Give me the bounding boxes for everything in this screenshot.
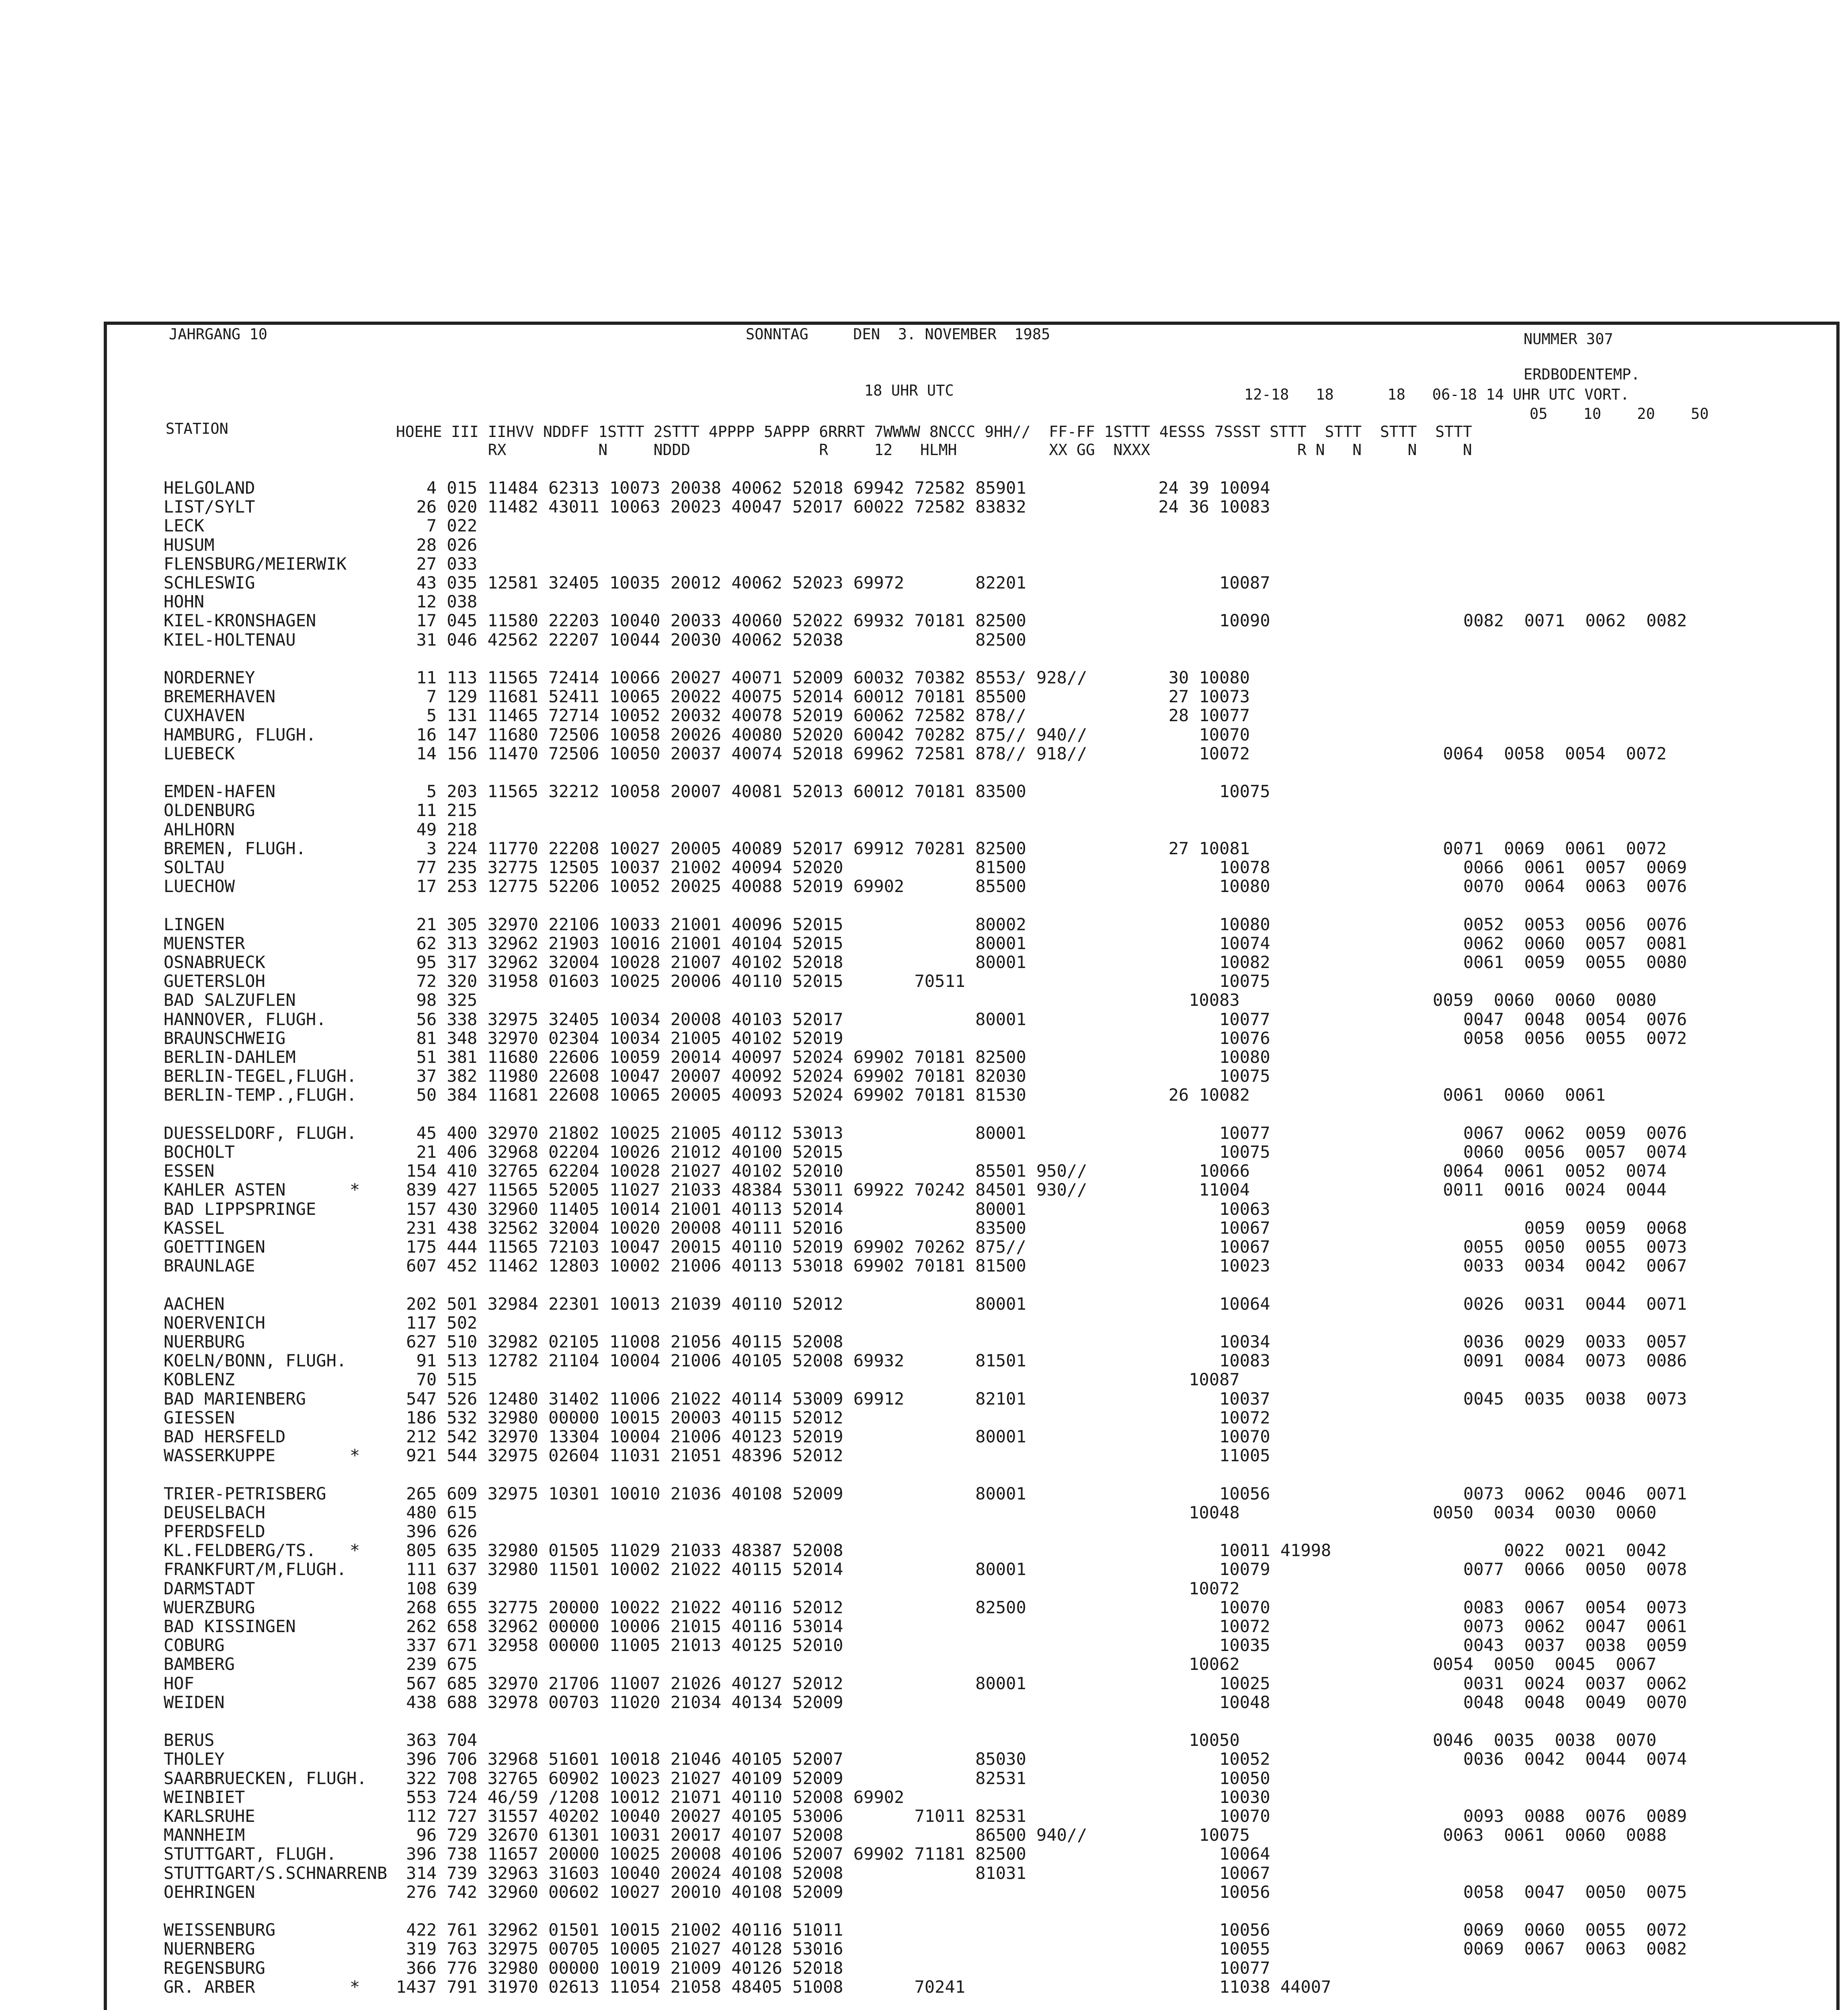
station-values: 21 305 32970 22106 10033 21001 40096 52015 80002 10080 0052 0053 0056 0076 xyxy=(396,915,1687,934)
soil-depths: 05 10 20 50 xyxy=(1530,405,1709,423)
column-codes: HOEHE III IIHVV NDDFF 1STTT 2STTT 4PPPP 5APPP 6RRRT 7WWWW 8NCCC 9HH// FF-FF 1STTT 4ESSS 7SSST STTT STTT STTT STTT xyxy=(396,423,1472,441)
station-values: 186 532 32980 00000 10015 20003 40115 52012 10072 xyxy=(396,1408,1270,1428)
station-name: BAD SALZUFLEN xyxy=(164,990,296,1010)
station-name: KOELN/BONN, FLUGH. xyxy=(164,1351,347,1370)
station-values: 1437 791 31970 02613 11054 21058 48405 51008 70241 11038 44007 xyxy=(396,1977,1331,1997)
station-values: 50 384 11681 22608 10065 20005 40093 52024 69902 70181 81530 26 10082 0061 0060 0061 xyxy=(396,1085,1606,1105)
station-values: 627 510 32982 02105 11008 21056 40115 52008 10034 0036 0029 0033 0057 xyxy=(396,1332,1687,1352)
station-name: KIEL-HOLTENAU xyxy=(164,630,296,650)
station-name: AACHEN xyxy=(164,1294,225,1314)
station-name: DARMSTADT xyxy=(164,1579,255,1598)
station-values: 43 035 12581 32405 10035 20012 40062 52023 69972 82201 10087 xyxy=(396,573,1270,593)
station-values: 5 203 11565 32212 10058 20007 40081 52013 60012 70181 83500 10075 xyxy=(396,781,1270,801)
station-values: 111 637 32980 11501 10002 21022 40115 52014 80001 10079 0077 0066 0050 0078 xyxy=(396,1559,1687,1579)
station-name: PFERDSFELD xyxy=(164,1522,265,1541)
station-values: 567 685 32970 21706 11007 21026 40127 52012 80001 10025 0031 0024 0037 0062 xyxy=(396,1674,1687,1693)
station-name: BREMERHAVEN xyxy=(164,687,276,706)
station-values: 805 635 32980 01505 11029 21033 48387 52008 10011 41998 0022 0021 0042 xyxy=(396,1540,1667,1560)
station-name: KAHLER ASTEN xyxy=(164,1180,286,1200)
station-values: 396 626 xyxy=(396,1522,478,1541)
mountain-marker: * xyxy=(350,1540,360,1560)
station-name: KARLSRUHE xyxy=(164,1806,255,1826)
station-name: BREMEN, FLUGH. xyxy=(164,839,306,858)
station-values: 5 131 11465 72714 10052 20032 40078 52019 60062 72582 878// 28 10077 xyxy=(396,706,1250,725)
station-values: 396 738 11657 20000 10025 20008 40106 52007 69902 71181 82500 10064 xyxy=(396,1844,1270,1864)
station-name: SOLTAU xyxy=(164,857,225,877)
station-name: BAD LIPPSPRINGE xyxy=(164,1199,316,1219)
station-name: DUESSELDORF, FLUGH. xyxy=(164,1123,357,1143)
station-values: 77 235 32775 12505 10037 21002 40094 52020 81500 10078 0066 0061 0057 0069 xyxy=(396,857,1687,877)
station-name: WUERZBURG xyxy=(164,1598,255,1617)
station-values: 117 502 xyxy=(396,1313,478,1333)
station-name: BAD HERSFELD xyxy=(164,1427,286,1446)
station-name: AHLHORN xyxy=(164,820,235,839)
station-values: 337 671 32958 00000 11005 21013 40125 52010 10035 0043 0037 0038 0059 xyxy=(396,1635,1687,1655)
station-values: 3 224 11770 22208 10027 20005 40089 52017 69912 70281 82500 27 10081 0071 0069 0061 0072 xyxy=(396,839,1667,858)
station-name: BRAUNSCHWEIG xyxy=(164,1028,286,1048)
station-values: 12 038 xyxy=(396,592,478,611)
station-name: BAD KISSINGEN xyxy=(164,1616,296,1636)
station-name: NUERNBERG xyxy=(164,1939,255,1959)
station-values: 314 739 32963 31603 10040 20024 40108 52008 81031 10067 xyxy=(396,1863,1270,1883)
station-name: COBURG xyxy=(164,1635,225,1655)
soil-temp-heading: ERDBODENTEMP. xyxy=(1524,366,1640,383)
station-values: 14 156 11470 72506 10050 20037 40074 52018 69962 72581 878// 918// 10072 0064 0058 0054 0072 xyxy=(396,744,1667,763)
station-values: 239 675 10062 0054 0050 0045 0067 xyxy=(396,1654,1657,1674)
station-name: NUERBURG xyxy=(164,1332,245,1352)
station-values: 319 763 32975 00705 10005 21027 40128 53016 10055 0069 0067 0063 0082 xyxy=(396,1939,1687,1959)
station-name: HANNOVER, FLUGH. xyxy=(164,1009,326,1029)
station-name: WEIDEN xyxy=(164,1692,225,1712)
station-values: 231 438 32562 32004 10020 20008 40111 52016 83500 10067 0059 0059 0068 xyxy=(396,1218,1687,1238)
station-name: LUECHOW xyxy=(164,876,235,896)
station-label: STATION xyxy=(166,420,228,437)
station-values: 51 381 11680 22606 10059 20014 40097 52024 69902 70181 82500 10080 xyxy=(396,1047,1270,1067)
station-name: WEISSENBURG xyxy=(164,1920,276,1940)
station-name: NORDERNEY xyxy=(164,668,255,687)
jahrgang: JAHRGANG 10 xyxy=(169,326,268,343)
station-name: LIST/SYLT xyxy=(164,497,255,517)
station-name: LECK xyxy=(164,516,205,535)
station-name: HELGOLAND xyxy=(164,478,255,498)
station-name: BAD MARIENBERG xyxy=(164,1389,306,1409)
station-values: 268 655 32775 20000 10022 21022 40116 52012 82500 10070 0083 0067 0054 0073 xyxy=(396,1598,1687,1617)
station-name: ESSEN xyxy=(164,1161,215,1181)
time-ranges: 12-18 18 18 06-18 14 UHR UTC VORT. xyxy=(1244,386,1629,403)
station-values: 11 215 xyxy=(396,800,478,820)
station-name: EMDEN-HAFEN xyxy=(164,781,276,801)
station-values: 154 410 32765 62204 10028 21027 40102 52010 85501 950// 10066 0064 0061 0052 0074 xyxy=(396,1161,1667,1181)
station-name: FRANKFURT/M,FLUGH. xyxy=(164,1559,347,1579)
station-values: 422 761 32962 01501 10015 21002 40116 51011 10056 0069 0060 0055 0072 xyxy=(396,1920,1687,1940)
station-name: GOETTINGEN xyxy=(164,1237,265,1257)
station-name: MANNHEIM xyxy=(164,1825,245,1845)
station-values: 7 129 11681 52411 10065 20022 40075 52014 60012 70181 85500 27 10073 xyxy=(396,687,1250,706)
station-name: WASSERKUPPE xyxy=(164,1446,276,1465)
station-values: 72 320 31958 01603 10025 20006 40110 52015 70511 10075 xyxy=(396,971,1270,991)
station-values: 21 406 32968 02204 10026 21012 40100 52015 10075 0060 0056 0057 0074 xyxy=(396,1142,1687,1162)
station-values: 70 515 10087 xyxy=(396,1370,1240,1389)
station-values: 31 046 42562 22207 10044 20030 40062 52038 82500 xyxy=(396,630,1026,650)
station-name: HOHN xyxy=(164,592,205,611)
station-name: BERUS xyxy=(164,1730,215,1750)
station-values: 56 338 32975 32405 10034 20008 40103 52017 80001 10077 0047 0048 0054 0076 xyxy=(396,1009,1687,1029)
station-name: GUETERSLOH xyxy=(164,971,265,991)
station-name: STUTTGART, FLUGH. xyxy=(164,1844,336,1864)
station-values: 839 427 11565 52005 11027 21033 48384 53011 69922 70242 84501 930// 11004 0011 0016 0024 0044 xyxy=(396,1180,1667,1200)
station-name: NOERVENICH xyxy=(164,1313,265,1333)
station-values: 16 147 11680 72506 10058 20026 40080 52020 60042 70282 875// 940// 10070 xyxy=(396,725,1250,745)
mountain-marker: * xyxy=(350,1977,360,1997)
station-name: KASSEL xyxy=(164,1218,225,1238)
station-values: 262 658 32962 00000 10006 21015 40116 53014 10072 0073 0062 0047 0061 xyxy=(396,1616,1687,1636)
mountain-marker: * xyxy=(350,1446,360,1465)
station-name: TRIER-PETRISBERG xyxy=(164,1484,326,1503)
station-values: 4 015 11484 62313 10073 20038 40062 52018 69942 72582 85901 24 39 10094 xyxy=(396,478,1270,498)
station-values: 438 688 32978 00703 11020 21034 40134 52009 10048 0048 0048 0049 0070 xyxy=(396,1692,1687,1712)
station-values: 276 742 32960 00602 10027 20010 40108 52009 10056 0058 0047 0050 0075 xyxy=(396,1882,1687,1902)
station-name: MUENSTER xyxy=(164,933,245,953)
station-values: 921 544 32975 02604 11031 21051 48396 52012 11005 xyxy=(396,1446,1270,1465)
station-values: 27 033 xyxy=(396,554,478,574)
station-name: GIESSEN xyxy=(164,1408,235,1428)
station-name: KL.FELDBERG/TS. xyxy=(164,1540,316,1560)
station-values: 607 452 11462 12803 10002 21006 40113 53018 69902 70181 81500 10023 0033 0034 0042 0067 xyxy=(396,1256,1687,1276)
station-values: 62 313 32962 21903 10016 21001 40104 52015 80001 10074 0062 0060 0057 0081 xyxy=(396,933,1687,953)
station-values: 81 348 32970 02304 10034 21005 40102 52019 10076 0058 0056 0055 0072 xyxy=(396,1028,1687,1048)
station-name: BOCHOLT xyxy=(164,1142,235,1162)
station-values: 96 729 32670 61301 10031 20017 40107 52008 86500 940// 10075 0063 0061 0060 0088 xyxy=(396,1825,1667,1845)
station-name: HAMBURG, FLUGH. xyxy=(164,725,316,745)
station-name: GR. ARBER xyxy=(164,1977,255,1997)
station-name: DEUSELBACH xyxy=(164,1503,265,1522)
time-18-utc: 18 UHR UTC xyxy=(864,382,954,399)
station-values: 17 253 12775 52206 10052 20025 40088 52019 69902 85500 10080 0070 0064 0063 0076 xyxy=(396,876,1687,896)
station-name: REGENSBURG xyxy=(164,1958,265,1978)
station-name: BERLIN-TEMP.,FLUGH. xyxy=(164,1085,357,1105)
station-values: 7 022 xyxy=(396,516,478,535)
station-name: BRAUNLAGE xyxy=(164,1256,255,1276)
station-values: 553 724 46/59 /1208 10012 21071 40110 52008 69902 10030 xyxy=(396,1787,1270,1807)
station-name: BERLIN-TEGEL,FLUGH. xyxy=(164,1066,357,1086)
station-values: 322 708 32765 60902 10023 21027 40109 52009 82531 10050 xyxy=(396,1768,1270,1788)
station-name: CUXHAVEN xyxy=(164,706,245,725)
station-values: 37 382 11980 22608 10047 20007 40092 52024 69902 70181 82030 10075 xyxy=(396,1066,1270,1086)
station-values: 212 542 32970 13304 10004 21006 40123 52019 80001 10070 xyxy=(396,1427,1270,1446)
station-name: KIEL-KRONSHAGEN xyxy=(164,611,316,630)
station-values: 45 400 32970 21802 10025 21005 40112 53013 80001 10077 0067 0062 0059 0076 xyxy=(396,1123,1687,1143)
station-values: 26 020 11482 43011 10063 20023 40047 52017 60022 72582 83832 24 36 10083 xyxy=(396,497,1270,517)
station-name: HOF xyxy=(164,1674,194,1693)
station-values: 98 325 10083 0059 0060 0060 0080 xyxy=(396,990,1657,1010)
column-subcodes: RX N NDDD R 12 HLMH XX GG NXXX R N N N N xyxy=(396,441,1472,459)
station-values: 265 609 32975 10301 10010 21036 40108 52009 80001 10056 0073 0062 0046 0071 xyxy=(396,1484,1687,1503)
station-values: 95 317 32962 32004 10028 21007 40102 52018 80001 10082 0061 0059 0055 0080 xyxy=(396,952,1687,972)
station-values: 547 526 12480 31402 11006 21022 40114 53009 69912 82101 10037 0045 0035 0038 0073 xyxy=(396,1389,1687,1409)
station-values: 28 026 xyxy=(396,535,478,555)
station-values: 157 430 32960 11405 10014 21001 40113 52014 80001 10063 xyxy=(396,1199,1270,1219)
date-line: SONNTAG DEN 3. NOVEMBER 1985 xyxy=(746,326,1050,343)
station-name: FLENSBURG/MEIERWIK xyxy=(164,554,347,574)
station-name: LINGEN xyxy=(164,915,225,934)
station-name: WEINBIET xyxy=(164,1787,245,1807)
station-values: 202 501 32984 22301 10013 21039 40110 52012 80001 10064 0026 0031 0044 0071 xyxy=(396,1294,1687,1314)
station-values: 396 706 32968 51601 10018 21046 40105 52007 85030 10052 0036 0042 0044 0074 xyxy=(396,1749,1687,1769)
station-values: 112 727 31557 40202 10040 20027 40105 53006 71011 82531 10070 0093 0088 0076 0089 xyxy=(396,1806,1687,1826)
station-name: HUSUM xyxy=(164,535,215,555)
station-values: 108 639 10072 xyxy=(396,1579,1240,1598)
station-name: SAARBRUECKEN, FLUGH. xyxy=(164,1768,367,1788)
station-name: BERLIN-DAHLEM xyxy=(164,1047,296,1067)
station-name: LUEBECK xyxy=(164,744,235,763)
station-values: 480 615 10048 0050 0034 0030 0060 xyxy=(396,1503,1657,1522)
station-values: 366 776 32980 00000 10019 21009 40126 52018 10077 xyxy=(396,1958,1270,1978)
station-name: BAMBERG xyxy=(164,1654,235,1674)
station-name: STUTTGART/S.SCHNARRENB xyxy=(164,1863,388,1883)
station-name: KOBLENZ xyxy=(164,1370,235,1389)
station-name: THOLEY xyxy=(164,1749,225,1769)
station-name: OLDENBURG xyxy=(164,800,255,820)
mountain-marker: * xyxy=(350,1180,360,1200)
station-values: 49 218 xyxy=(396,820,478,839)
station-values: 363 704 10050 0046 0035 0038 0070 xyxy=(396,1730,1657,1750)
station-values: 17 045 11580 22203 10040 20033 40060 52022 69932 70181 82500 10090 0082 0071 0062 0082 xyxy=(396,611,1687,630)
station-name: OEHRINGEN xyxy=(164,1882,255,1902)
station-name: OSNABRUECK xyxy=(164,952,265,972)
issue-number: NUMMER 307 xyxy=(1524,330,1613,348)
station-values: 175 444 11565 72103 10047 20015 40110 52019 69902 70262 875// 10067 0055 0050 0055 0073 xyxy=(396,1237,1687,1257)
station-values: 11 113 11565 72414 10066 20027 40071 52009 60032 70382 8553/ 928// 30 10080 xyxy=(396,668,1250,687)
station-name: SCHLESWIG xyxy=(164,573,255,593)
station-values: 91 513 12782 21104 10004 21006 40105 52008 69932 81501 10083 0091 0084 0073 0086 xyxy=(396,1351,1687,1370)
